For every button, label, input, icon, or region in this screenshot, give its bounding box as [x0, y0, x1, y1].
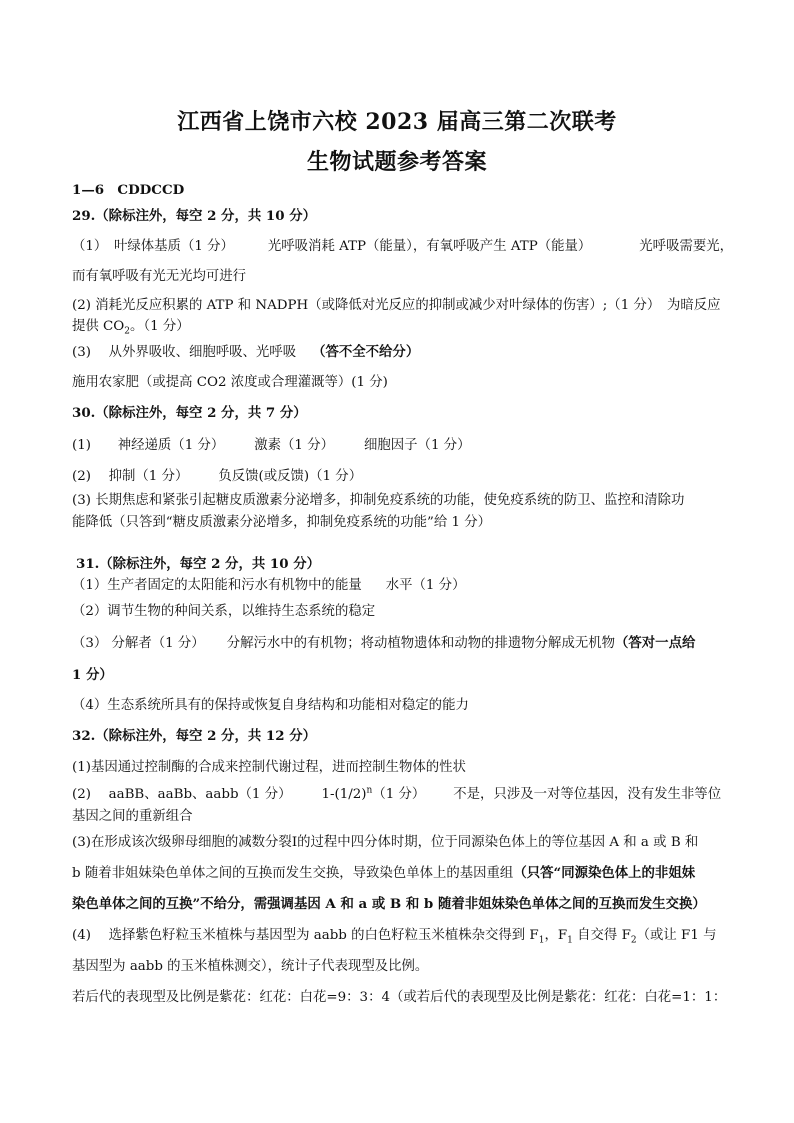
q32-2-formula: 1-(1/2) [321, 787, 367, 802]
q30-answer-2 [72, 468, 724, 486]
q32-answer-3-note-cont: 染色单体之间的互换”不给分，需强调基因 A 和 a 或 B 和 b 随着非姐妹染色单体之间的互换而发生交换） [72, 896, 706, 912]
q29-answer-3 [72, 343, 724, 362]
q30-heading: 30.（除标注外，每空 2 分，共 7 分） [72, 405, 307, 421]
q29-heading: 29.（除标注外，每空 2 分，共 10 分） [72, 208, 316, 224]
q29-answer-1-cont: 而有氧呼吸有光无光均可进行 [72, 269, 247, 284]
q32-2-part-d: 不是，只涉及一对等位基因，没有发生非等位 [453, 787, 722, 802]
q32-answer-3: (3)在形成该次级卵母细胞的减数分裂Ⅰ的过程中四分体时期，位于同源染色体上的等位基因 A 和 a 或 B 和 [72, 835, 699, 850]
q32-answer-4-cont: 基因型为 aabb 的玉米植株测交），统计子代表现型及比例。 [72, 959, 429, 974]
q30-1-part-b: 激素（1 分） [254, 438, 334, 453]
q32-answer-5: 若后代的表现型及比例是紫花：红花：白花=9：3：4（或若后代的表现型及比例是紫花：红花：白花=1：1： [72, 990, 727, 1005]
q29-answer-4: 施用农家肥（或提高 CO2 浓度或合理灌溉等）(1 分) [72, 375, 388, 390]
q32-4-part-c: 自交得 F [572, 928, 631, 943]
q32-answer-1: (1)基因通过控制酶的合成来控制代谢过程，进而控制生物体的性状 [72, 760, 466, 775]
q32-answer-4 [72, 927, 724, 945]
q29-answer-2-cont [72, 318, 724, 336]
q32-answer-3-cont [72, 864, 724, 883]
q30-1-part-c: 细胞因子（1 分） [364, 438, 471, 453]
document-title: 江西省上饶市六校 2023 届高三第二次联考 [177, 109, 617, 135]
q32-heading: 32.（除标注外，每空 2 分，共 12 分） [72, 728, 316, 744]
q30-answer-3-cont: 能降低（只答到“糖皮质激素分泌增多，抑制免疫系统的功能”给 1 分） [72, 515, 492, 530]
q29-answer-1 [72, 238, 734, 256]
q31-answer-4: （4）生态系统所具有的保持或恢复自身结构和功能相对稳定的能力 [72, 698, 469, 713]
q32-3-part-b: b 随着非姐妹染色单体之间的互换而发生交换，导致染色单体上的基因重组 [72, 866, 514, 881]
f1-subscript-2: 1 [567, 935, 573, 946]
q32-4-part-a: (4) 选择紫色籽粒玉米植株与基因型为 aabb 的白色籽粒玉米植株杂交得到 F [72, 928, 539, 943]
q32-2-part-a: (2) aaBB、aaBb、aabb（1 分） [72, 787, 292, 802]
q30-answer-3: (3) 长期焦虑和紧张引起糖皮质激素分泌增多，抑制免疫系统的功能，使免疫系统的防卫、监控和清除功 [72, 493, 685, 508]
q32-4-part-b: ，F [544, 928, 568, 943]
f2-subscript: 2 [630, 935, 637, 946]
q31-3-note: （答对一点给 [615, 635, 696, 651]
q32-4-part-d: （或让 F1 与 [636, 928, 717, 943]
q30-2-part-b: 负反馈(或反馈)（1 分） [218, 469, 363, 484]
q31-heading: 31.（除标注外，每空 2 分，共 10 分） [76, 556, 320, 572]
q30-answer-1 [72, 437, 724, 455]
multiple-choice-answers: 1—6 CDDCCD [72, 182, 185, 198]
f1-subscript: 1 [538, 935, 545, 946]
q31-1-part-b: 水平（1 分） [385, 578, 466, 593]
co2-subscript: 2 [124, 326, 130, 337]
q32-answer-2-cont: 基因之间的重新组合 [72, 809, 193, 824]
q31-answer-2: （2）调节生物的种间关系，以维持生态系统的稳定 [72, 604, 376, 619]
q32-2-score: （1 分） [372, 787, 426, 802]
q29-2-text: 提供 CO [72, 319, 125, 334]
q31-3-part-b: 分解污水中的有机物；将动植物遗体和动物的排遗物分解成无机物 [226, 636, 616, 651]
q29-3-note: （答不全不给分） [312, 344, 420, 360]
q31-3-part-a: （3） 分解者（1 分） [72, 636, 205, 651]
q29-2-score: 。（1 分） [130, 319, 190, 334]
q32-3-note: （只答“同源染色体上的非姐妹 [513, 865, 696, 881]
q29-1-part-a: （1） 叶绿体基质（1 分） [72, 239, 234, 254]
q31-answer-1 [72, 577, 724, 595]
q32-answer-2 [72, 786, 724, 804]
q31-1-part-a: （1）生产者固定的太阳能和污水有机物中的能量 [72, 578, 362, 593]
q31-answer-3 [72, 634, 724, 653]
q31-answer-3-cont: 1 分） [72, 667, 113, 683]
q29-1-part-b: 光呼吸消耗 ATP（能量），有氧呼吸产生 ATP（能量） [267, 239, 592, 254]
q29-1-part-c: 光呼吸需要光， [639, 239, 734, 254]
q29-3-text: (3) 从外界吸收、细胞呼吸、光呼吸 [72, 345, 297, 360]
exponent-n: n [366, 785, 373, 796]
q29-answer-2: (2) 消耗光反应积累的 ATP 和 NADPH（或降低对光反应的抑制或减少对叶绿体的伤害）;（1 分） 为暗反应 [72, 298, 721, 313]
document-subtitle: 生物试题参考答案 [306, 149, 487, 175]
q30-1-part-a: (1) 神经递质（1 分） [72, 438, 225, 453]
q30-2-part-a: (2) 抑制（1 分） [72, 469, 189, 484]
